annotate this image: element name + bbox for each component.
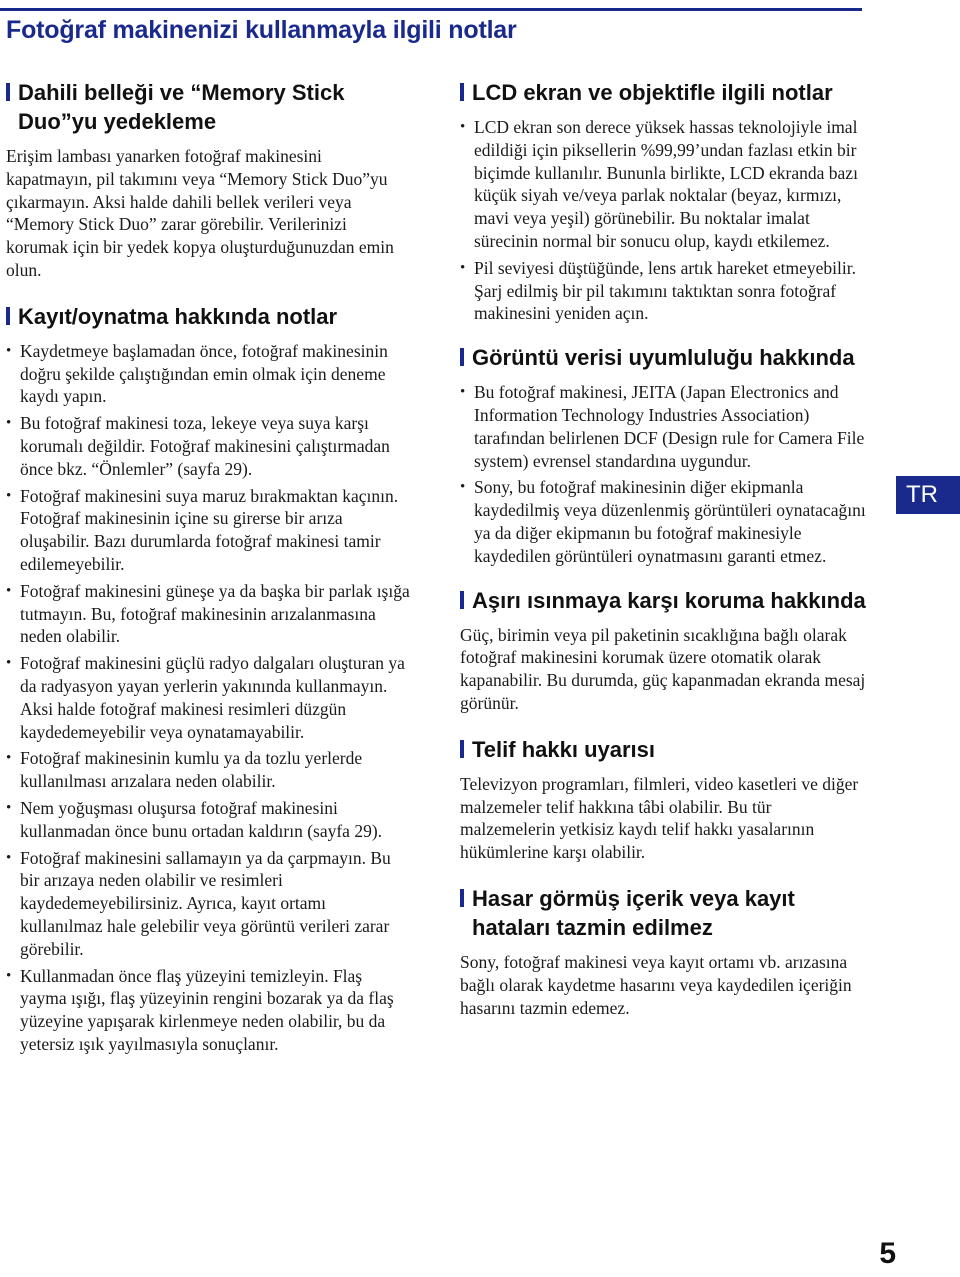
section-heading <box>460 735 870 764</box>
section-heading-text: Hasar görmüş içerik veya kayıt hataları tazmin edilmez <box>472 885 795 940</box>
bullet-icon: • <box>6 415 12 432</box>
list-item: • Sony, bu fotoğraf makinesinin diğer ekipmanla kaydedilmiş veya düzenlenmiş görüntüleri oynatacağını ya da diğer ekipmanın bu fotoğraf makinesiyle kaydedilen görüntüleri oynatmasını garanti etmez. <box>460 477 866 566</box>
page-title: Fotoğraf makinenizi kullanmayla ilgili notlar <box>6 16 517 44</box>
section-copyright <box>460 735 870 864</box>
list-item: • Fotoğraf makinesini güçlü radyo dalgaları oluşturan ya da radyasyon yayan yerlerin yakınında kullanmayın. Aksi halde fotoğraf makinesi resimleri düzgün kaydedemeyebilir veya oynatamayabilir. <box>6 653 405 742</box>
language-tab: TR <box>896 476 960 514</box>
heading-marker <box>6 83 10 101</box>
bullet-icon: • <box>460 259 466 276</box>
left-column <box>6 78 410 1060</box>
bullet-icon: • <box>6 967 12 984</box>
bullet-list <box>460 116 870 325</box>
list-item: • Fotoğraf makinesini suya maruz bırakmaktan kaçının. Fotoğraf makinesinin içine su girerse bir arıza oluşabilir. Bazı durumlarda fotoğraf makinesi tamir edilemeyebilir. <box>6 485 399 574</box>
bullet-list <box>460 381 870 567</box>
list-item: • Fotoğraf makinesini sallamayın ya da çarpmayın. Bu bir arızaya neden olabilir ve resimleri kaydedemeyebilirsiniz. Ayrıca, kayıt ortamı kullanılmaz hale gelebilir veya görüntü verileri zarar görebilir. <box>6 847 391 959</box>
section-heading <box>460 884 870 942</box>
bullet-icon: • <box>460 119 466 135</box>
heading-marker <box>6 307 10 325</box>
list-item: • Nem yoğuşması oluşursa fotoğraf makinesini kullanmadan önce bunu ortadan kaldırın (sayfa 29). <box>6 797 383 841</box>
section-heading <box>460 78 870 107</box>
section-no-compensation <box>460 884 870 1019</box>
section-heading-text: Görüntü verisi uyumluluğu hakkında <box>472 345 855 371</box>
heading-marker <box>460 348 464 366</box>
list-item: • Kaydetmeye başlamadan önce, fotoğraf makinesinin doğru şekilde çalıştığından emin olmak için deneme kaydı yapın. <box>6 340 388 407</box>
section-heading <box>460 343 870 372</box>
section-heading <box>6 78 410 136</box>
section-heading <box>460 586 870 615</box>
section-text: Televizyon programları, filmleri, video kasetleri ve diğer malzemeler telif hakkına tâbi olabilir. Bu tür malzemelerin yetkisiz kaydı telif hakkı yasalarının hükümlerine karşı olabilir. <box>460 773 859 863</box>
bullet-icon: • <box>460 479 466 496</box>
heading-marker <box>460 889 464 907</box>
section-heading-text: Aşırı ısınmaya karşı koruma hakkında <box>472 587 866 613</box>
section-heading-text: Telif hakkı uyarısı <box>472 736 656 762</box>
bullet-icon: • <box>6 655 12 672</box>
bullet-icon: • <box>6 799 12 816</box>
section-backup <box>6 78 410 282</box>
bullet-icon: • <box>6 342 12 359</box>
page-number: 5 <box>879 1237 896 1270</box>
bullet-icon: • <box>6 582 12 599</box>
bullet-list <box>6 340 410 1056</box>
right-column <box>460 78 870 1019</box>
heading-marker <box>460 83 464 101</box>
top-rule <box>0 8 862 11</box>
section-heading-text: Dahili belleği ve “Memory Stick Duo”yu yedekleme <box>18 80 345 134</box>
list-item: • Fotoğraf makinesinin kumlu ya da tozlu yerlerde kullanılması arızalara neden olabilir. <box>6 748 363 792</box>
section-text: Erişim lambası yanarken fotoğraf makinesini kapatmayın, pil takımını veya “Memory Stick Duo”yu çıkarmayın. Aksi halde dahili bellek verileri veya “Memory Stick Duo” zarar görebilir. Verilerinizi korumak için bir yedek kopya oluşturduğunuzdan emin olun. <box>6 146 394 280</box>
list-item: • Pil seviyesi düştüğünde, lens artık hareket etmeyebilir. Şarj edilmiş bir pil takımını taktıktan sonra fotoğraf makinesini yeniden açın. <box>460 257 857 324</box>
section-heading-text: Kayıt/oynatma hakkında notlar <box>18 303 338 329</box>
section-heading <box>6 302 410 331</box>
list-item: • Kullanmadan önce flaş yüzeyini temizleyin. Flaş yayma ışığı, flaş yüzeyinin rengini bozarak ya da flaş yüzeyine yapışarak kirlenmeye neden olabilir, bu da yetersiz ışık yayılmasıyla sonuçlanır. <box>6 965 394 1054</box>
bullet-icon: • <box>6 487 12 504</box>
list-item: • Bu fotoğraf makinesi, JEITA (Japan Electronics and Information Technology Industries Association) tarafından belirlenen DCF (Design rule for Camera File system) evrensel standardına uygundur. <box>460 382 865 471</box>
section-recording-notes <box>6 302 410 1056</box>
list-item: • Bu fotoğraf makinesi toza, lekeye veya suya karşı korumalı değildir. Fotoğraf makinesini çalıştırmadan önce bkz. “Önlemler” (sayfa 29). <box>6 413 390 479</box>
bullet-icon: • <box>6 750 12 767</box>
section-compatibility <box>460 343 870 567</box>
list-item: • LCD ekran son derece yüksek hassas teknolojiyle imal edildiği için piksellerin %99,99’undan fazlası etkin bir biçimde kullanılır. Bununla birlikte, LCD ekranda bazı küçük siyah ve/veya parlak noktalar (beyaz, kırmızı, mavi veya yeşil) görünebilir. Bu noktalar imalat sürecinin normal bir sonucu olup, kaydı etkilemez. <box>460 117 858 251</box>
section-text: Sony, fotoğraf makinesi veya kayıt ortamı vb. arızasına bağlı olarak kaydetme hasarını veya kaydedilen içeriğin hasarını tazmin edemez. <box>460 951 852 1018</box>
list-item: • Fotoğraf makinesini güneşe ya da başka bir parlak ışığa tutmayın. Bu, fotoğraf makinesinin arızalanmasına neden olabilir. <box>6 580 410 647</box>
bullet-icon: • <box>6 849 12 866</box>
bullet-icon: • <box>460 384 466 401</box>
section-overheat <box>460 586 870 715</box>
section-heading-text: LCD ekran ve objektifle ilgili notlar <box>472 80 833 105</box>
heading-marker <box>460 591 464 609</box>
section-lcd-notes <box>460 78 870 325</box>
section-text: Güç, birimin veya pil paketinin sıcaklığına bağlı olarak fotoğraf makinesini korumak üzere otomatik olarak kapanabilir. Bu durumda, güç kapanmadan ekranda mesaj görünür. <box>460 624 866 713</box>
heading-marker <box>460 740 464 758</box>
